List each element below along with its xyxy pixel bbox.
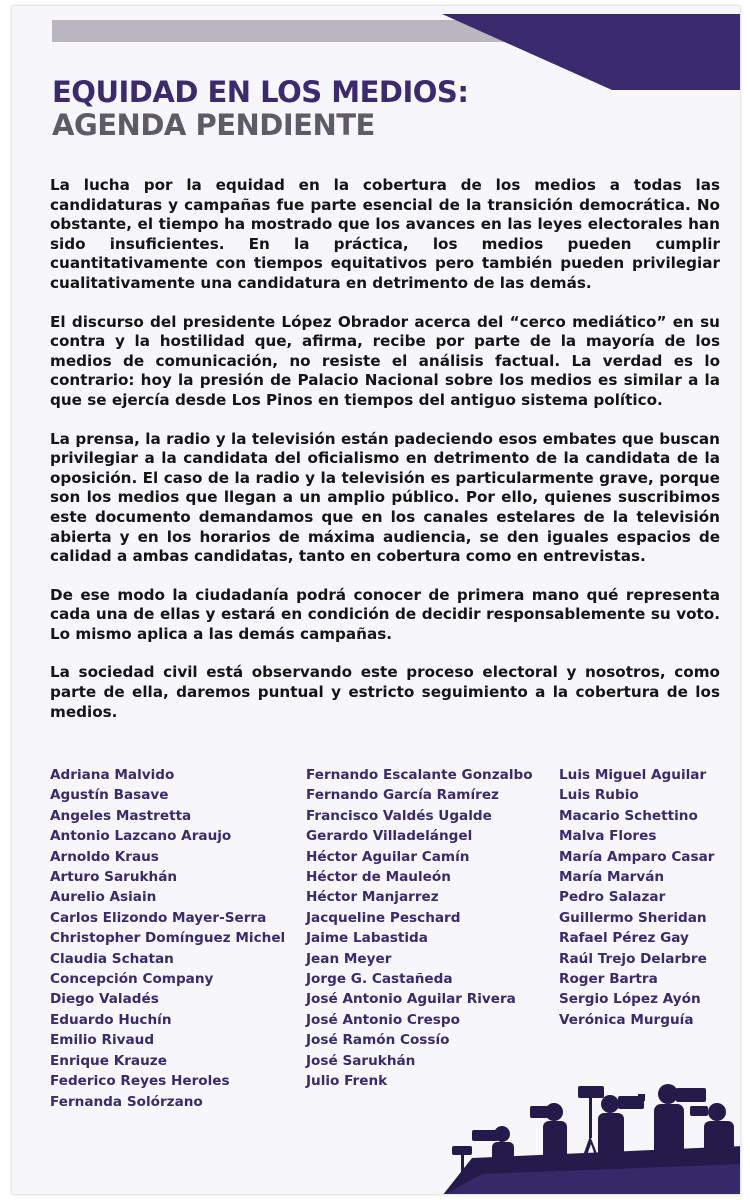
signatory: Julio Frenk: [306, 1073, 388, 1090]
signatory: Carlos Elizondo Mayer-Serra: [50, 909, 267, 926]
signatory: José Ramón Cossío: [306, 1032, 450, 1049]
signatory: Guillermo Sheridan: [559, 909, 707, 926]
paragraph-5: La sociedad civil está observando este proceso electoral y nosotros, como parte de ella, daremos puntual y estricto seguimiento a la cobertura de los medios.: [50, 663, 720, 721]
signatory: Aurelio Asiain: [50, 889, 157, 906]
signatory: Luis Miguel Aguilar: [559, 767, 707, 783]
signatory: Luis Rubio: [559, 787, 639, 804]
signatory: José Sarukhán: [306, 1052, 416, 1069]
paragraph-3: La prensa, la radio y la televisión están padeciendo esos embates que buscan privilegiar a la candidata del oficialismo en detrimento de la candidata de la oposición. El caso de la radio y la televisión es particularmente grave, porque son los medios que llegan a un amplio público. Por ello, quienes suscribimos este documento demandamos que en los canales estelares de la televisión abierta y en los horarios de máxima audiencia, se den iguales espacios de calidad a ambas candidatas, tanto en cobertura como en entrevistas.: [50, 429, 720, 566]
signatory: Fernando García Ramírez: [306, 787, 499, 804]
camera-crowd-silhouette-icon: [442, 1046, 740, 1194]
signatory: Jaime Labastida: [306, 930, 428, 947]
signatory: Héctor Aguilar Camín: [306, 848, 470, 865]
signatory: Roger Bartra: [559, 971, 658, 988]
signatory: Héctor Manjarrez: [306, 889, 439, 906]
signatory: Jacqueline Peschard: [306, 909, 461, 926]
signatory: Verónica Murguía: [559, 1011, 694, 1028]
signatory: Macario Schettino: [559, 807, 698, 824]
signatory: Fernanda Solórzano: [50, 1093, 203, 1110]
document-body: [50, 176, 720, 741]
signatory: Adriana Malvido: [50, 767, 175, 783]
signatory: Sergio López Ayón: [559, 991, 701, 1008]
signatory: Claudia Schatan: [50, 950, 174, 967]
paragraph-4: De ese modo la ciudadanía podrá conocer de primera mano qué representa cada una de ellas y estará en condición de decidir responsablemente su voto. Lo mismo aplica a las demás campañas.: [50, 585, 720, 643]
signatory: Christopher Domínguez Michel: [50, 930, 286, 947]
signatory: Antonio Lazcano Araujo: [50, 828, 232, 845]
document-page: [12, 6, 740, 1194]
signatory: Pedro Salazar: [559, 889, 666, 906]
title-line-1: EQUIDAD EN LOS MEDIOS:: [52, 75, 469, 109]
signatory: Arturo Sarukhán: [50, 869, 178, 886]
signatory: Concepción Company: [50, 971, 214, 988]
signatory: Diego Valadés: [50, 991, 159, 1008]
signatory: Jean Meyer: [306, 950, 392, 967]
signatories-column-3: [559, 765, 714, 1030]
paragraph-1: La lucha por la equidad en la cobertura de los medios a todas las candidaturas y campañas fue parte esencial de la transición democrática. No obstante, el tiempo ha mostrado que los avances en las leyes electorales han sido insuficientes. En la práctica, los medios pueden cumplir cuantitativamente con tiempos equitativos pero también pueden privilegiar cualitativamente una candidatura en detrimento de las demás.: [50, 176, 720, 292]
signatory: Federico Reyes Heroles: [50, 1073, 230, 1090]
signatory: Malva Flores: [559, 828, 657, 845]
signatory: María Amparo Casar: [559, 848, 715, 865]
signatory: Enrique Krauze: [50, 1052, 167, 1069]
signatory: Emilio Rivaud: [50, 1032, 155, 1049]
signatories-column-1: [50, 765, 285, 1112]
signatory: Rafael Pérez Gay: [559, 930, 689, 947]
signatory: Héctor de Mauleón: [306, 869, 451, 886]
signatory: María Marván: [559, 869, 665, 886]
signatory: Gerardo Villadelángel: [306, 828, 473, 845]
title-line-2: AGENDA PENDIENTE: [52, 108, 375, 142]
paragraph-2: El discurso del presidente López Obrador acerca del “cerco mediático” en su contra y la hostilidad que, afirma, recibe por parte de la mayoría de los medios de comunicación, no resiste el análisis factual. La verdad es lo contrario: hoy la presión de Palacio Nacional sobre los medios es similar a la que se ejercía desde Los Pinos en tiempos del antiguo sistema político.: [50, 312, 720, 409]
signatory: Angeles Mastretta: [50, 807, 192, 824]
page-title: [52, 76, 468, 142]
signatory: Fernando Escalante Gonzalbo: [306, 767, 533, 783]
signatory: Eduardo Huchín: [50, 1011, 172, 1028]
signatory: José Antonio Crespo: [306, 1011, 460, 1028]
signatory: Raúl Trejo Delarbre: [559, 950, 707, 967]
signatories-column-2: [306, 765, 533, 1092]
signatory: José Antonio Aguilar Rivera: [306, 991, 516, 1008]
signatory: Agustín Basave: [50, 787, 169, 804]
signatory: Arnoldo Kraus: [50, 848, 159, 865]
signatory: Francisco Valdés Ugalde: [306, 807, 492, 824]
signatory: Jorge G. Castañeda: [306, 971, 453, 988]
